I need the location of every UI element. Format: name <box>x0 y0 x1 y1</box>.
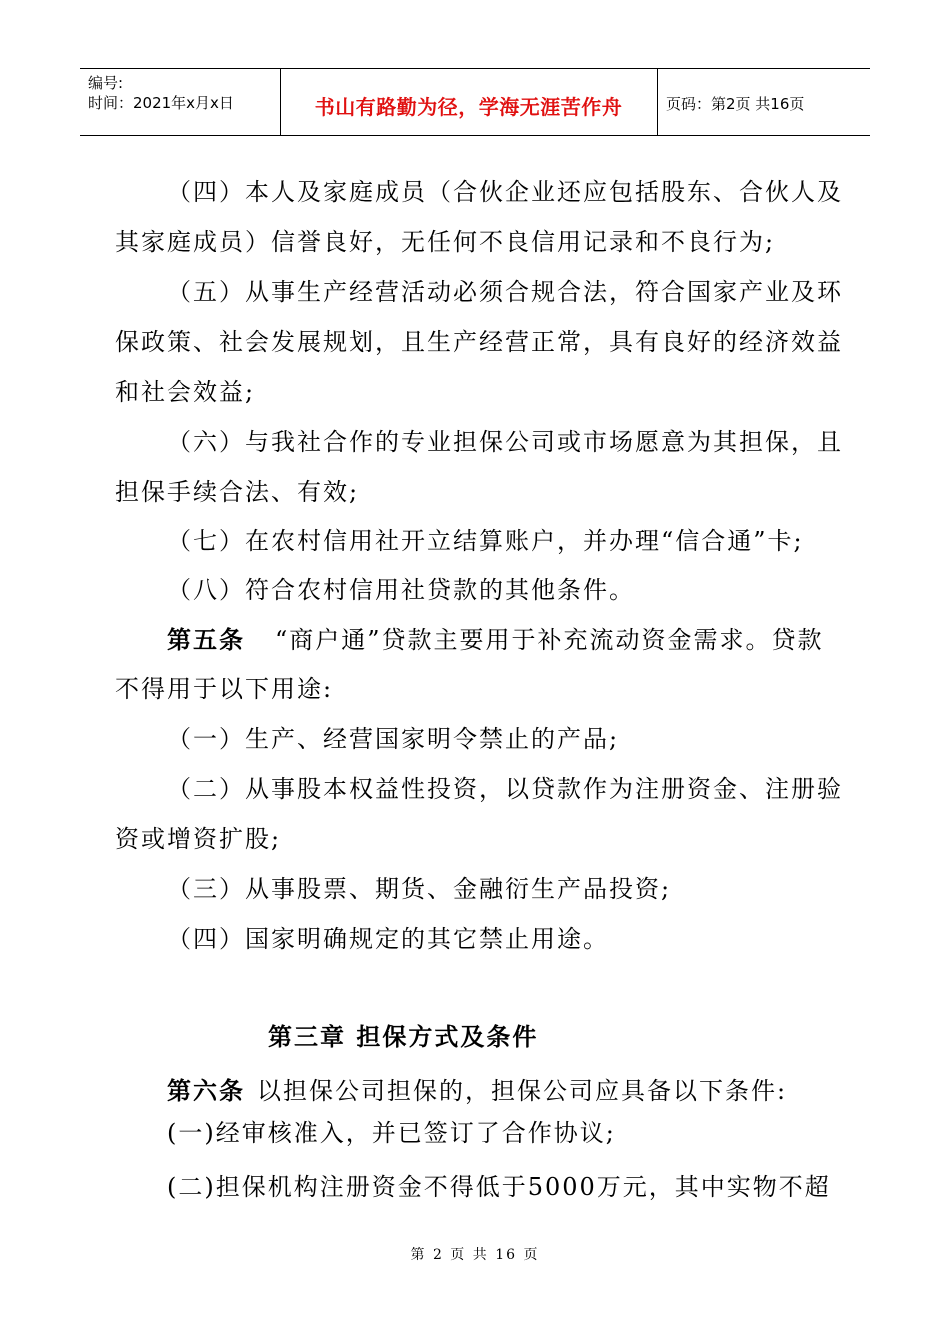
list-item: （二）从事股本权益性投资，以贷款作为注册资金、注册验 <box>167 775 843 803</box>
article-5-text: “商户通”贷款主要用于补充流动资金需求。贷款 <box>275 626 824 654</box>
page-header <box>80 68 870 136</box>
header-divider-right <box>657 69 658 135</box>
list-item: (一)经审核准入，并已签订了合作协议; <box>167 1119 616 1147</box>
paragraph-line: （六）与我社合作的专业担保公司或市场愿意为其担保，且 <box>167 428 843 456</box>
header-page-info: 页码：第2页 共16页 <box>666 95 805 113</box>
header-number-label: 编号: <box>88 74 124 92</box>
paragraph-line: 不得用于以下用途: <box>115 675 334 703</box>
header-time-label: 时间：2021年x月x日 <box>88 94 234 112</box>
list-item: （一）生产、经营国家明令禁止的产品; <box>167 725 620 753</box>
list-item: （四）国家明确规定的其它禁止用途。 <box>167 925 609 953</box>
paragraph-line: 其家庭成员）信誉良好，无任何不良信用记录和不良行为; <box>115 228 776 256</box>
paragraph-line: （七）在农村信用社开立结算账户，并办理“信合通”卡; <box>167 527 804 555</box>
article-6-text: 以担保公司担保的，担保公司应具备以下条件: <box>257 1077 788 1105</box>
chapter-heading: 第三章 担保方式及条件 <box>268 1022 539 1051</box>
header-motto: 书山有路勤为径，学海无涯苦作舟 <box>314 95 623 119</box>
paragraph-line: （五）从事生产经营活动必须合规合法，符合国家产业及环 <box>167 278 843 306</box>
paragraph-line: 资或增资扩股; <box>115 825 282 853</box>
page-footer: 第 2 页 共 16 页 <box>410 1247 540 1263</box>
paragraph-line: 保政策、社会发展规划，且生产经营正常，具有良好的经济效益 <box>115 328 843 356</box>
article-6-title: 第六条 <box>167 1076 245 1105</box>
article-5-title: 第五条 <box>167 625 245 654</box>
paragraph-line: （八）符合农村信用社贷款的其他条件。 <box>167 576 635 604</box>
paragraph-line: （四）本人及家庭成员（合伙企业还应包括股东、合伙人及 <box>167 178 843 206</box>
header-meta <box>88 73 234 113</box>
paragraph-line: 和社会效益; <box>115 378 256 406</box>
list-item: （三）从事股票、期货、金融衍生产品投资; <box>167 875 672 903</box>
list-item: (二)担保机构注册资金不得低于5000万元，其中实物不超 <box>167 1173 831 1201</box>
paragraph-line: 担保手续合法、有效; <box>115 478 360 506</box>
article-5-line <box>167 620 824 655</box>
article-6-line <box>167 1071 787 1106</box>
